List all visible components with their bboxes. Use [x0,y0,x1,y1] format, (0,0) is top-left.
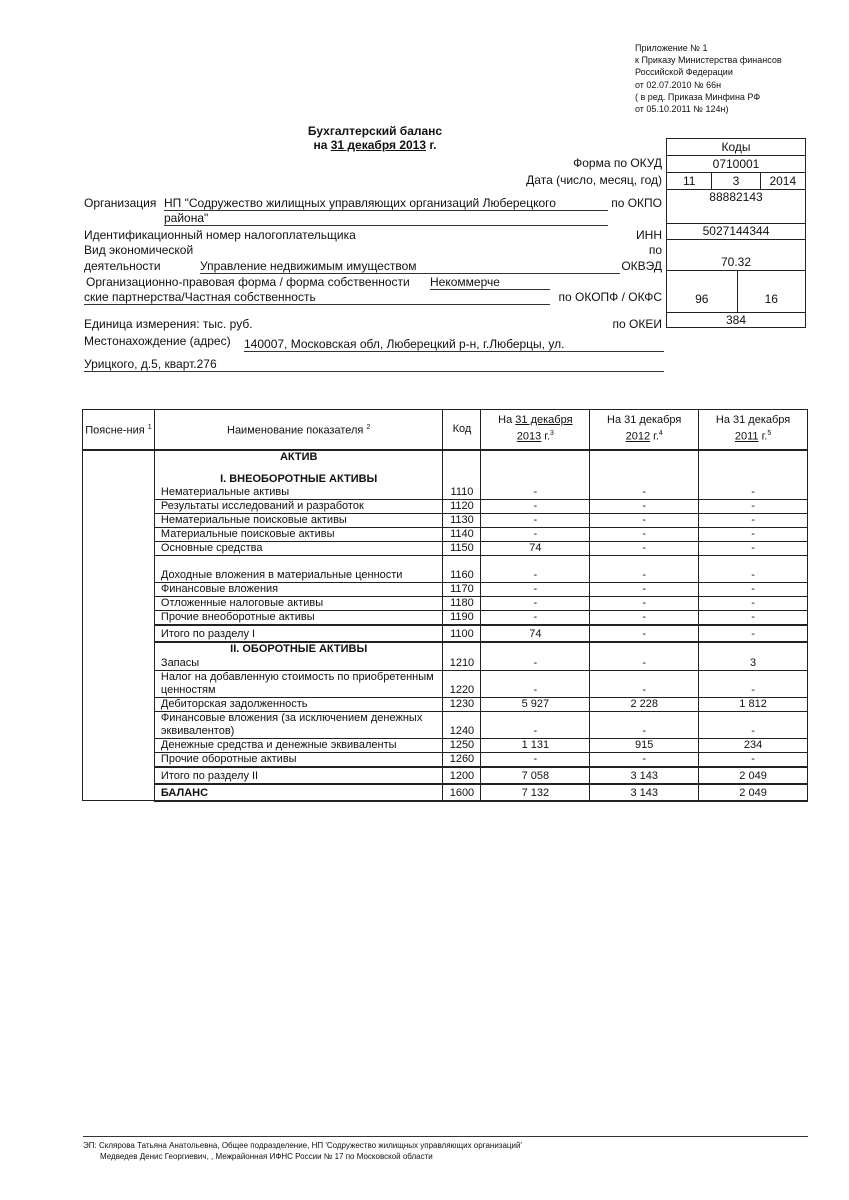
h2-pre: На 31 декабря [607,414,682,427]
row-value-2011: 1 812 [699,697,808,711]
value-cell [590,464,699,486]
row-code: 1190 [443,611,481,626]
row-value-2013: 7 132 [481,784,590,801]
row-code: 1240 [443,711,481,738]
h2-g: г. [650,431,659,444]
row-value-2012: 3 143 [590,767,699,784]
row-name: Результаты исследований и разработок [154,500,443,514]
codes-box [666,138,806,328]
section-1-title: I. ВНЕОБОРОТНЫЕ АКТИВЫ [154,464,443,486]
row-value-2013: - [481,656,590,670]
h3-g: г. [758,431,768,444]
codes-header: Коды [667,139,805,156]
row-name: Материальные поисковые активы [154,528,443,542]
unit-label: Единица измерения: тыс. руб. [84,317,253,331]
section-2-title: II. ОБОРОТНЫЕ АКТИВЫ [154,642,443,656]
legal-form-value-1: Некоммерче [430,275,550,290]
code-date-month: 3 [712,173,760,189]
code-cell [443,464,481,486]
code-okpo: 88882143 [667,190,805,224]
appendix-line: Российской Федерации [635,67,733,78]
table-row [83,500,808,514]
table-row-total-1 [83,625,808,642]
row-value-2012: - [590,514,699,528]
balance-table [82,409,808,802]
title-date: 31 декабря 2013 [330,138,427,152]
h2-y: 2012 [625,431,651,444]
activity-label-2: деятельности [84,259,161,273]
row-value-2011: 2 049 [699,767,808,784]
table-row [83,556,808,583]
row-value-2013: - [481,486,590,500]
appendix-note [635,42,782,115]
row-name: Отложенные налоговые активы [154,597,443,611]
signature-footer [83,1136,808,1162]
row-value-2011: 234 [699,738,808,752]
row-name: Запасы [154,656,443,670]
row-value-2011: - [699,500,808,514]
row-value-2012: - [590,528,699,542]
table-row-total-2 [83,767,808,784]
code-okved: 70.32 [667,240,805,271]
table-row [83,711,808,738]
row-value-2012: - [590,583,699,597]
header-name-text: Наименование показателя [227,424,364,437]
row-value-2013: - [481,583,590,597]
value-cell [699,450,808,464]
row-code: 1210 [443,656,481,670]
table-row [83,670,808,697]
code-cell [443,642,481,656]
row-value-2011: - [699,486,808,500]
table-row-section-1 [83,464,808,486]
header-name [154,410,443,450]
row-code: 1110 [443,486,481,500]
title-line-2 [270,138,480,152]
row-code: 1170 [443,583,481,597]
row-value-2012: 3 143 [590,784,699,801]
row-aktiv: АКТИВ [154,450,443,464]
value-cell [481,464,590,486]
row-value-2011: - [699,583,808,597]
table-row [83,486,808,500]
row-value-2011: - [699,711,808,738]
h2-sup: 4 [658,430,663,438]
row-value-2012: 2 228 [590,697,699,711]
table-row-aktiv [83,450,808,464]
okopf-label: по ОКОПФ / ОКФС [558,290,662,304]
row-value-2011: 2 049 [699,784,808,801]
row-name: Итого по разделу I [154,625,443,642]
date-label: Дата (число, месяц, год) [526,173,662,187]
row-value-2013: 5 927 [481,697,590,711]
row-code: 1100 [443,625,481,642]
row-value-2013: - [481,556,590,583]
row-value-2011: - [699,752,808,767]
code-okud: 0710001 [667,156,805,173]
appendix-line: ( в ред. Приказа Минфина РФ [635,91,761,102]
document-title [270,124,480,152]
value-cell [481,450,590,464]
row-code: 1120 [443,500,481,514]
header-name-sup: 2 [366,423,371,431]
row-code: 1220 [443,670,481,697]
note-cell [83,486,155,801]
row-code: 1230 [443,697,481,711]
row-value-2011: - [699,514,808,528]
table-header-row [83,410,808,450]
header-note [83,410,155,450]
title-prefix: на [313,138,331,152]
row-value-2013: - [481,611,590,626]
row-value-2012: - [590,486,699,500]
address-line-1: 140007, Московская обл, Люберецкий р-н, г.Люберцы, ул. [244,337,664,352]
h3-pre: На 31 декабря [715,414,791,427]
activity-label-1: Вид экономической [84,243,194,257]
code-okfs: 16 [764,292,778,306]
row-value-2012: - [590,656,699,670]
h1-g: г. [541,431,551,444]
row-name: Финансовые вложения [154,583,443,597]
row-code: 1150 [443,542,481,556]
row-code: 1250 [443,738,481,752]
table-row [83,542,808,556]
org-name-line-2: района" [164,211,608,226]
table-row [83,597,808,611]
table-row [83,528,808,542]
row-code: 1180 [443,597,481,611]
h3-y: 2011 [734,431,759,444]
row-name: БАЛАНС [154,784,443,801]
row-code: 1600 [443,784,481,801]
row-name: Прочие оборотные активы [154,752,443,767]
table-row [83,738,808,752]
okved-label-1: по [648,243,662,257]
row-value-2013: - [481,670,590,697]
okpo-label: по ОКПО [611,196,662,210]
value-cell [699,464,808,486]
row-name: Прочие внеоборотные активы [154,611,443,626]
h1-u: 31 декабря [515,414,573,427]
row-value-2013: 74 [481,542,590,556]
row-name: Итого по разделу II [154,767,443,784]
code-date-day: 11 [667,173,712,189]
row-name: Нематериальные поисковые активы [154,514,443,528]
value-cell [699,642,808,656]
row-value-2011: - [699,670,808,697]
row-value-2013: - [481,514,590,528]
address-line-2: Урицкого, д.5, кварт.276 [84,357,664,372]
code-okei: 384 [725,313,747,327]
code-okopf: 96 [667,271,738,312]
appendix-line: к Приказу Министерства финансов [635,55,782,66]
row-name: Финансовые вложения (за исключением денежных эквивалентов) [154,711,443,738]
header-col-2012 [590,410,699,450]
table-row [83,514,808,528]
row-value-2013: - [481,752,590,767]
row-code: 1140 [443,528,481,542]
row-value-2012: - [590,500,699,514]
value-cell [481,642,590,656]
row-name: Налог на добавленную стоимость по приобретенным ценностям [154,670,443,697]
row-name: Доходные вложения в материальные ценности [154,556,443,583]
footer-line-2: Медведев Денис Георгиевич, , Межрайонная ИФНС России № 17 по Московской области [100,1152,433,1161]
appendix-line: от 05.10.2011 № 124н) [635,104,729,115]
legal-form-value-2: ские партнерства/Частная собственность [84,290,550,305]
row-value-2013: 74 [481,625,590,642]
appendix-line: от 02.07.2010 № 66н [635,79,722,90]
address-label: Местонахождение (адрес) [84,334,231,348]
row-value-2011: - [699,611,808,626]
code-date-year: 2014 [769,174,797,188]
table-row [83,656,808,670]
okei-label: по ОКЕИ [612,317,662,331]
value-cell [590,642,699,656]
table-row [83,752,808,767]
h1-y: 2013 [516,431,542,444]
h1-sup: 3 [550,430,554,438]
legal-form-label: Организационно-правовая форма / форма собственности [86,275,410,289]
row-value-2011: - [699,542,808,556]
row-value-2012: 915 [590,738,699,752]
okud-label: Форма по ОКУД [573,156,662,170]
row-value-2012: - [590,542,699,556]
row-name: Основные средства [154,542,443,556]
code-okopf-okfs [667,271,805,313]
title-line-1: Бухгалтерский баланс [307,124,443,138]
row-value-2013: - [481,528,590,542]
title-suffix: г. [426,138,437,152]
row-value-2012: - [590,670,699,697]
inn-title: Идентификационный номер налогоплательщика [84,228,356,242]
row-value-2012: - [590,556,699,583]
appendix-line: Приложение № 1 [635,43,708,53]
row-value-2013: - [481,597,590,611]
row-value-2012: - [590,597,699,611]
table-row [83,611,808,626]
header-note-sup: 1 [147,423,152,431]
row-code: 1130 [443,514,481,528]
row-value-2012: - [590,611,699,626]
header-note-text: Поясне-ния [85,424,145,437]
row-value-2011: - [699,528,808,542]
header-col-2011 [699,410,808,450]
note-cell [83,450,155,486]
table-row-section-2 [83,642,808,656]
row-value-2013: 1 131 [481,738,590,752]
row-name: Денежные средства и денежные эквиваленты [154,738,443,752]
code-date [667,173,805,190]
h1-pre: На [498,414,516,427]
row-code: 1160 [443,556,481,583]
h3-sup: 5 [767,430,772,438]
org-name-line-1: НП "Содружество жилищных управляющих организаций Люберецкого [164,196,608,211]
activity-value: Управление недвижимым имуществом [200,259,620,274]
value-cell [590,450,699,464]
row-value-2012: - [590,625,699,642]
row-name: Нематериальные активы [154,486,443,500]
row-value-2013: - [481,500,590,514]
okved-label-2: ОКВЭД [621,259,662,273]
row-name: Дебиторская задолженность [154,697,443,711]
row-value-2013: 7 058 [481,767,590,784]
row-value-2011: - [699,597,808,611]
code-cell [443,450,481,464]
row-code: 1200 [443,767,481,784]
footer-line-1: ЭП: Склярова Татьяна Анатольевна, Общее подразделение, НП 'Содружество жилищных управляющих организаций' [83,1141,522,1150]
header-col-2013 [481,410,590,450]
org-label: Организация [84,196,157,210]
row-value-2012: - [590,752,699,767]
table-row-balance [83,784,808,801]
row-value-2011: - [699,625,808,642]
inn-label: ИНН [636,228,662,242]
row-code: 1260 [443,752,481,767]
table-row [83,583,808,597]
code-inn: 5027144344 [667,224,805,240]
row-value-2012: - [590,711,699,738]
row-value-2013: - [481,711,590,738]
row-value-2011: - [699,556,808,583]
row-value-2011: 3 [699,656,808,670]
header-code: Код [443,410,481,450]
table-row [83,697,808,711]
